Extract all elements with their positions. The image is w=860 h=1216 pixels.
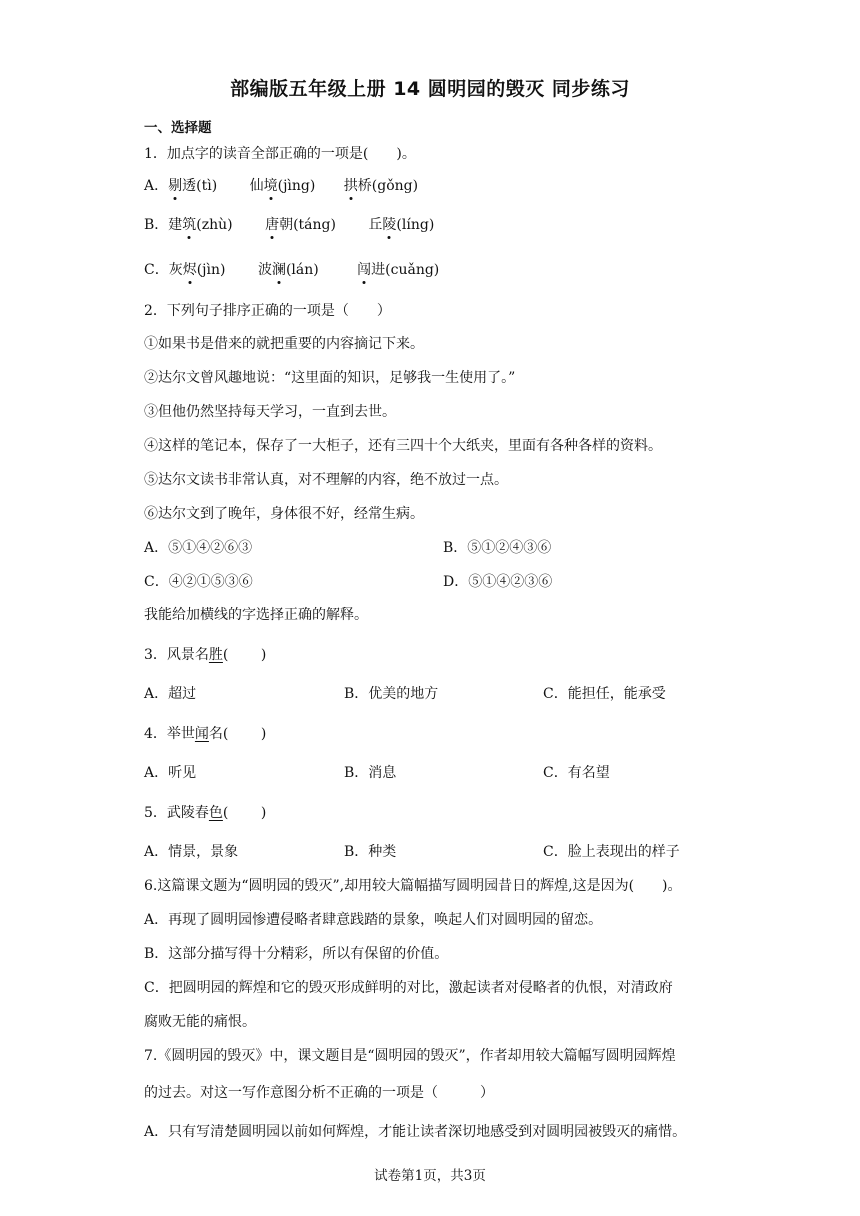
question-6-option-c-cont: 腐败无能的痛恨。 [144, 1014, 256, 1030]
question-7-stem: 7.《圆明园的毁灭》中，课文题目是“圆明园的毁灭”，作者却用较大篇幅写圆明园辉煌 [144, 1048, 676, 1064]
question-6-stem: 6.这篇课文题为“圆明园的毁灭”,却用较大篇幅描写圆明园昔日的辉煌,这是因为( )。 [144, 878, 682, 894]
dotted-char: 烬 [183, 259, 197, 279]
question-4-stem: 4．举世闻名( ) [144, 726, 267, 742]
question-2-option-c[interactable]: C．④②①⑤③⑥ [144, 574, 253, 590]
sentence-2: ②达尔文曾风趣地说：“这里面的知识，足够我一生使用了。” [144, 370, 516, 386]
question-5-option-a[interactable]: A．情景，景象 [144, 844, 239, 860]
question-3-option-a[interactable]: A．超过 [144, 686, 197, 702]
question-5-stem: 5．武陵春色( ) [144, 805, 267, 821]
dotted-char: 筑 [182, 214, 196, 234]
question-1-option-b: B．建筑(zhù) 唐朝(táng) 丘陵(líng) [144, 214, 434, 234]
question-1-stem: 1．加点字的读音全部正确的一项是( )。 [144, 146, 416, 162]
page-footer: 试卷第1页，共3页 [374, 1168, 486, 1184]
question-3-option-c[interactable]: C．能担任，能承受 [543, 686, 666, 702]
underlined-char: 闻 [194, 726, 209, 742]
dotted-char: 陵 [382, 214, 396, 234]
sentence-5: ⑤达尔文读书非常认真，对不理解的内容，绝不放过一点。 [144, 472, 508, 488]
question-1-option-a: A．剔透(tì) 仙境(jìng) 拱桥(gǒng) [144, 175, 418, 195]
instruction-text: 我能给加横线的字选择正确的解释。 [144, 607, 368, 623]
question-6-option-b[interactable]: B．这部分描写得十分精彩，所以有保留的价值。 [144, 946, 449, 962]
question-6-option-c[interactable]: C．把圆明园的辉煌和它的毁灭形成鲜明的对比，激起读者对侵略者的仇恨，对清政府 [144, 980, 673, 996]
sentence-6: ⑥达尔文到了晚年，身体很不好，经常生病。 [144, 506, 424, 522]
dotted-char: 境 [264, 175, 278, 195]
dotted-char: 闯 [357, 259, 371, 279]
page-title: 部编版五年级上册 14 圆明园的毁灭 同步练习 [230, 78, 630, 100]
underlined-char: 胜 [208, 647, 223, 663]
question-2-stem: 2．下列句子排序正确的一项是（ ） [144, 303, 391, 319]
sentence-4: ④这样的笔记本，保存了一大柜子，还有三四十个大纸夹，里面有各种各样的资料。 [144, 438, 662, 454]
question-4-option-b[interactable]: B．消息 [344, 765, 397, 781]
dotted-char: 唐 [265, 214, 279, 234]
dotted-char: 拱 [344, 175, 358, 195]
question-3-option-b[interactable]: B．优美的地方 [344, 686, 439, 702]
dotted-char: 澜 [272, 259, 286, 279]
question-2-option-d[interactable]: D．⑤①④②③⑥ [443, 574, 553, 590]
question-2-option-a[interactable]: A．⑤①④②⑥③ [144, 540, 253, 556]
underlined-char: 色 [208, 805, 223, 821]
question-7-option-a[interactable]: A．只有写清楚圆明园以前如何辉煌，才能让读者深切地感受到对圆明园被毁灭的痛惜。 [144, 1124, 687, 1140]
sentence-1: ①如果书是借来的就把重要的内容摘记下来。 [144, 336, 424, 352]
section-heading: 一、选择题 [144, 120, 212, 136]
question-2-option-b[interactable]: B．⑤①②④③⑥ [443, 540, 552, 556]
question-4-option-c[interactable]: C．有名望 [543, 765, 610, 781]
question-6-option-a[interactable]: A．再现了圆明园惨遭侵略者肆意践踏的景象，唤起人们对圆明园的留恋。 [144, 912, 603, 928]
question-1-option-c: C．灰烬(jìn) 波澜(lán) 闯进(cuǎng) [144, 259, 439, 279]
question-5-option-c[interactable]: C．脸上表现出的样子 [543, 844, 680, 860]
dotted-char: 剔 [168, 175, 182, 195]
sentence-3: ③但他仍然坚持每天学习，一直到去世。 [144, 404, 396, 420]
question-5-option-b[interactable]: B．种类 [344, 844, 397, 860]
question-4-option-a[interactable]: A．听见 [144, 765, 197, 781]
question-7-stem-cont: 的过去。对这一写作意图分析不正确的一项是（ ） [144, 1085, 494, 1101]
question-3-stem: 3．风景名胜( ) [144, 647, 267, 663]
